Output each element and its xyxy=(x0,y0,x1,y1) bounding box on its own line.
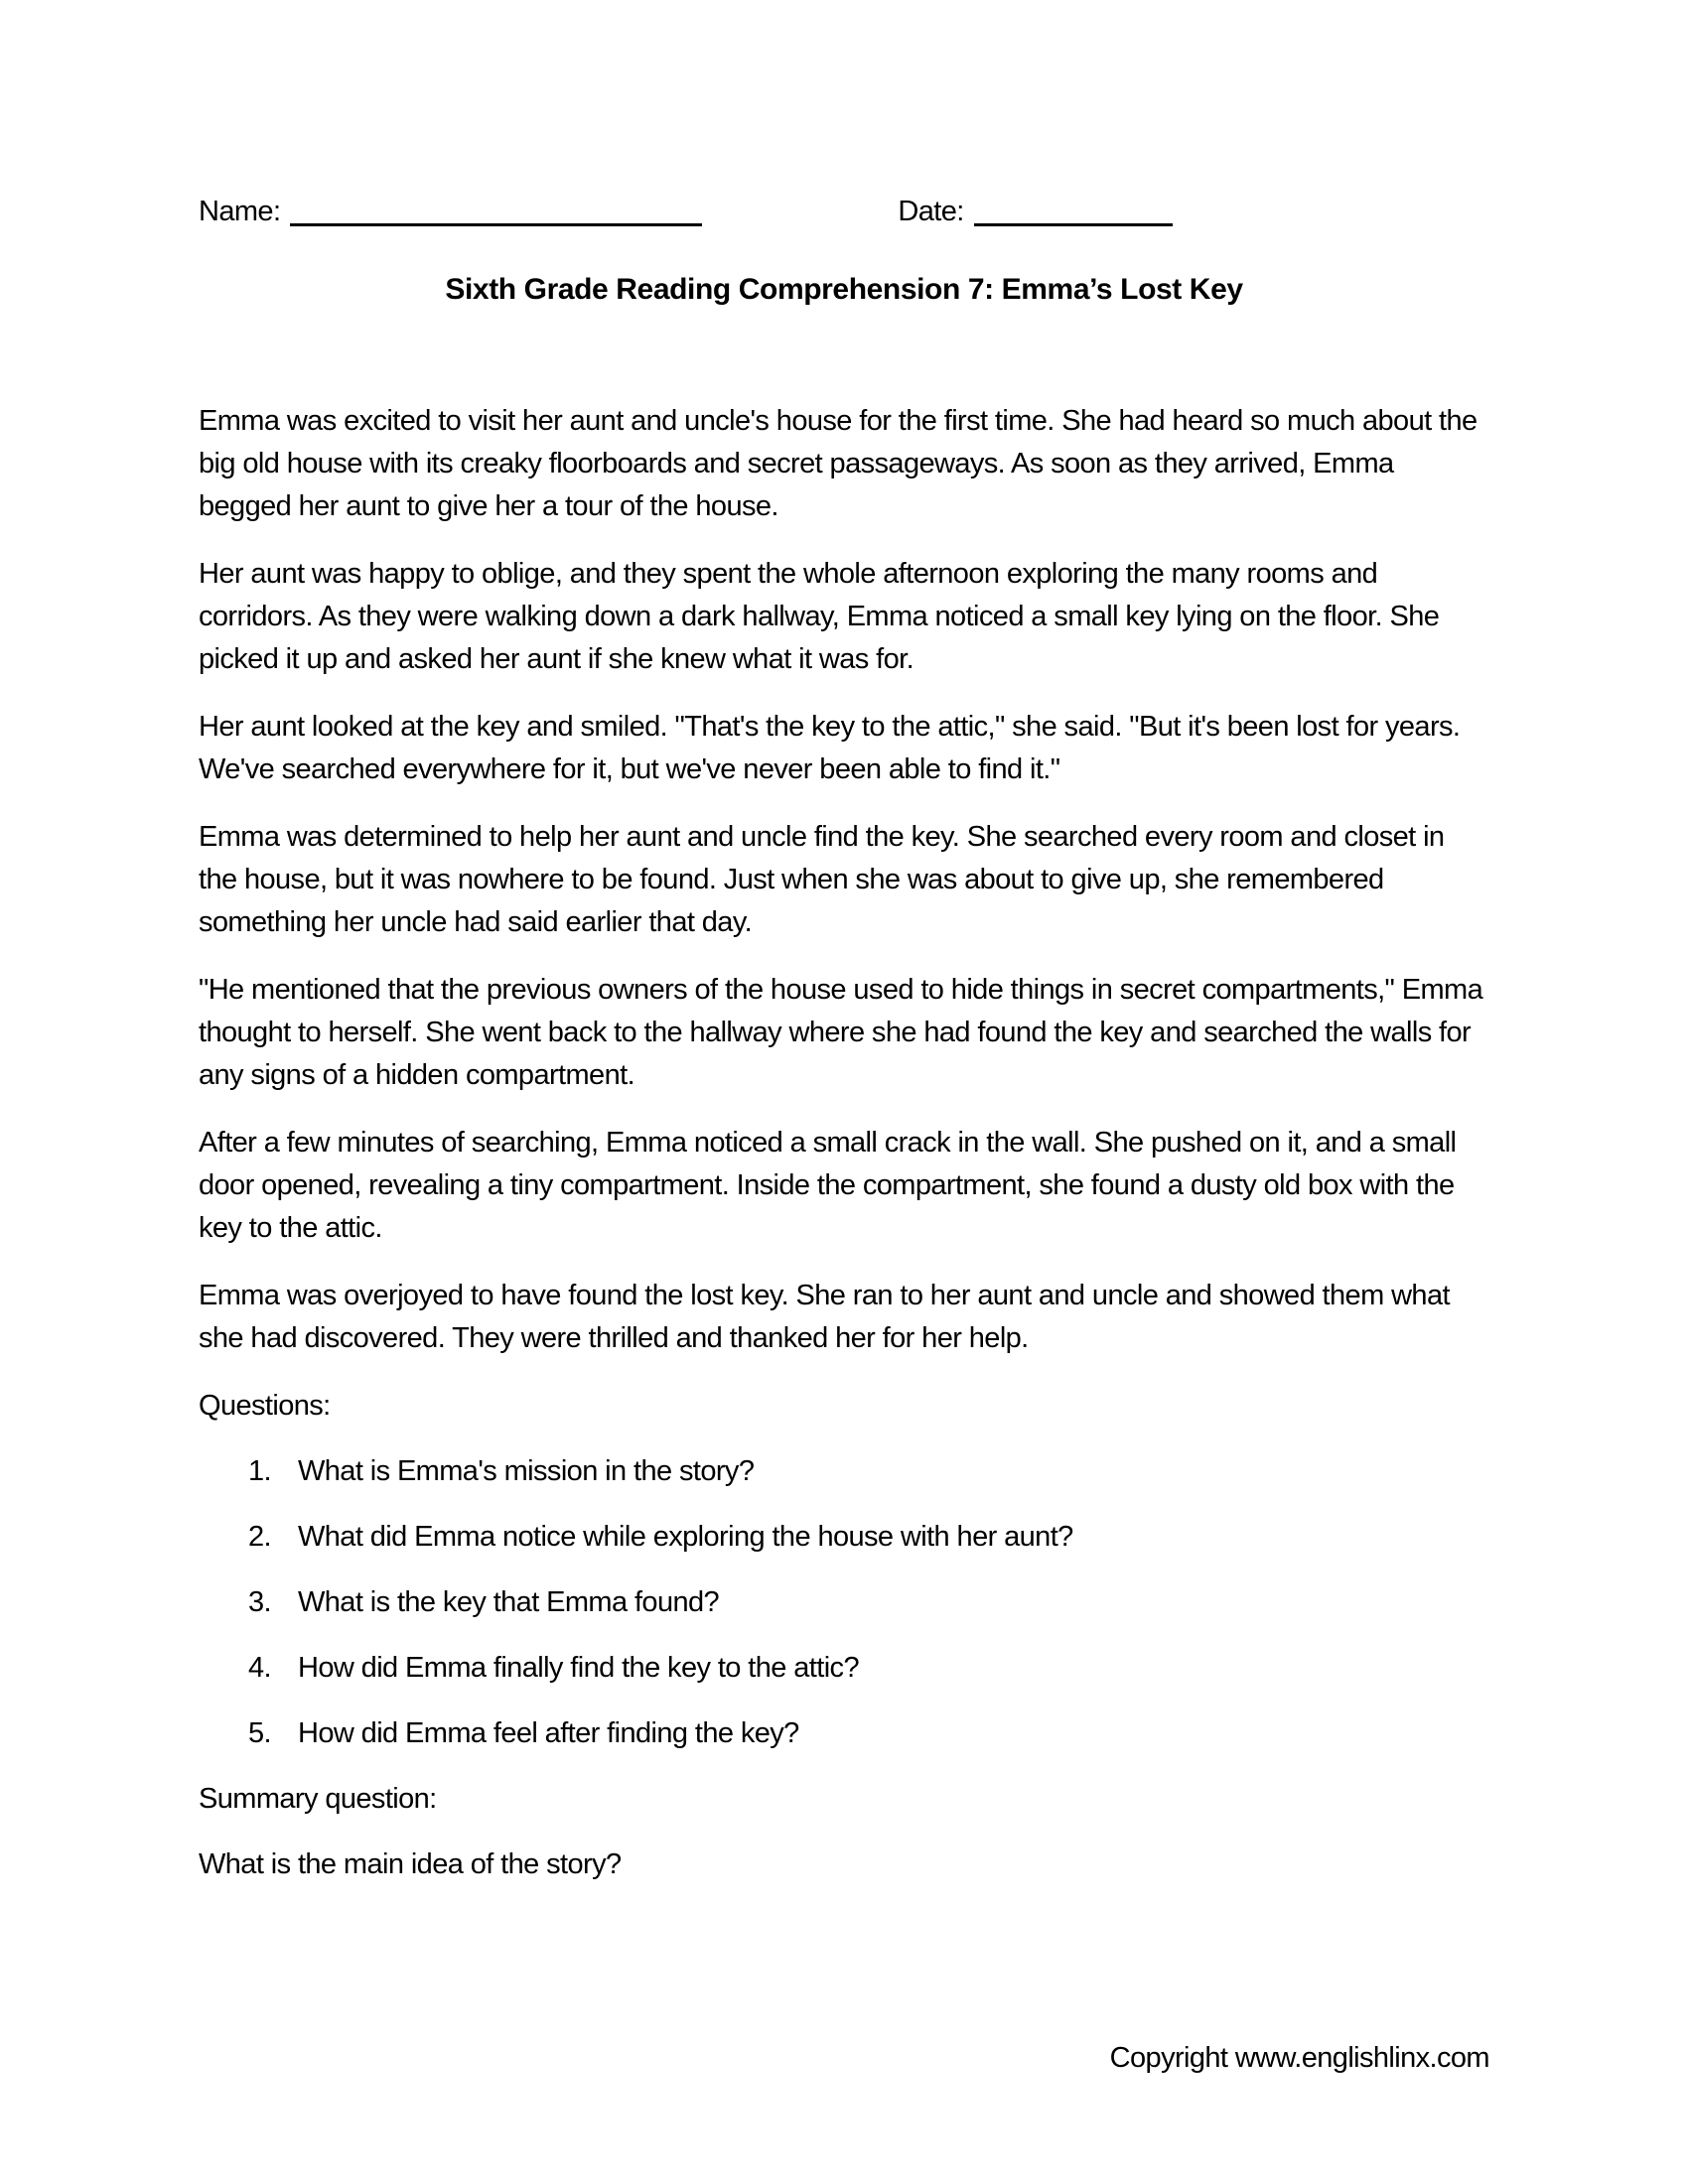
questions-list xyxy=(199,1450,1489,1755)
page-title: Sixth Grade Reading Comprehension 7: Emma’s Lost Key xyxy=(445,273,1243,306)
question-item-4 xyxy=(199,1647,1489,1690)
question-text: What did Emma notice while exploring the house with her aunt? xyxy=(298,1521,1073,1553)
date-blank-line xyxy=(974,223,1173,226)
passage-paragraph-4: Emma was determined to help her aunt and uncle find the key. She searched every room and closet in the house, but it was nowhere to be found. Just when she was about to give up, she remembered something her uncle had said earlier that day. xyxy=(199,821,1445,938)
question-number: 2. xyxy=(248,1521,271,1553)
passage xyxy=(199,400,1489,1360)
question-text: What is Emma's mission in the story? xyxy=(298,1455,755,1487)
passage-paragraph-5: "He mentioned that the previous owners of the house used to hide things in secret compartments," Emma thought to herself. She went back to the hallway where she had found the key and searched the walls for any signs of a hidden compartment. xyxy=(199,974,1483,1091)
summary-heading: Summary question: xyxy=(199,1783,437,1815)
question-item-5 xyxy=(199,1712,1489,1755)
question-number: 1. xyxy=(248,1455,271,1487)
passage-paragraph-1: Emma was excited to visit her aunt and uncle's house for the first time. She had heard so much about the big old house with its creaky floorboards and secret passageways. As soon as they arrived, Emma begged her aunt to give her a tour of the house. xyxy=(199,405,1477,522)
question-text: What is the key that Emma found? xyxy=(298,1586,720,1618)
copyright-text: Copyright www.englishlinx.com xyxy=(1109,2042,1489,2074)
name-blank-line xyxy=(290,223,702,226)
question-item-1 xyxy=(199,1450,1489,1493)
passage-paragraph-2: Her aunt was happy to oblige, and they spent the whole afternoon exploring the many rooms and corridors. As they were walking down a dark hallway, Emma noticed a small key lying on the floor. She picked it up and asked her aunt if she knew what it was for. xyxy=(199,558,1440,675)
question-text: How did Emma finally find the key to the attic? xyxy=(298,1652,859,1684)
questions-heading: Questions: xyxy=(199,1390,331,1422)
header-row xyxy=(199,191,1489,233)
question-item-3 xyxy=(199,1581,1489,1624)
date-label: Date: xyxy=(898,196,964,227)
question-number: 3. xyxy=(248,1586,271,1618)
question-number: 5. xyxy=(248,1717,271,1749)
name-label: Name: xyxy=(199,196,281,227)
summary-question: What is the main idea of the story? xyxy=(199,1848,622,1880)
passage-paragraph-6: After a few minutes of searching, Emma noticed a small crack in the wall. She pushed on it, and a small door opened, revealing a tiny compartment. Inside the compartment, she found a dusty old box with the key to the attic. xyxy=(199,1127,1457,1244)
passage-paragraph-3: Her aunt looked at the key and smiled. "That's the key to the attic," she said. "But it's been lost for years. We've searched everywhere for it, but we've never been able to find it." xyxy=(199,711,1461,785)
passage-paragraph-7: Emma was overjoyed to have found the lost key. She ran to her aunt and uncle and showed them what she had discovered. They were thrilled and thanked her for her help. xyxy=(199,1280,1450,1354)
question-item-2 xyxy=(199,1516,1489,1559)
question-number: 4. xyxy=(248,1652,271,1684)
question-text: How did Emma feel after finding the key? xyxy=(298,1717,799,1749)
